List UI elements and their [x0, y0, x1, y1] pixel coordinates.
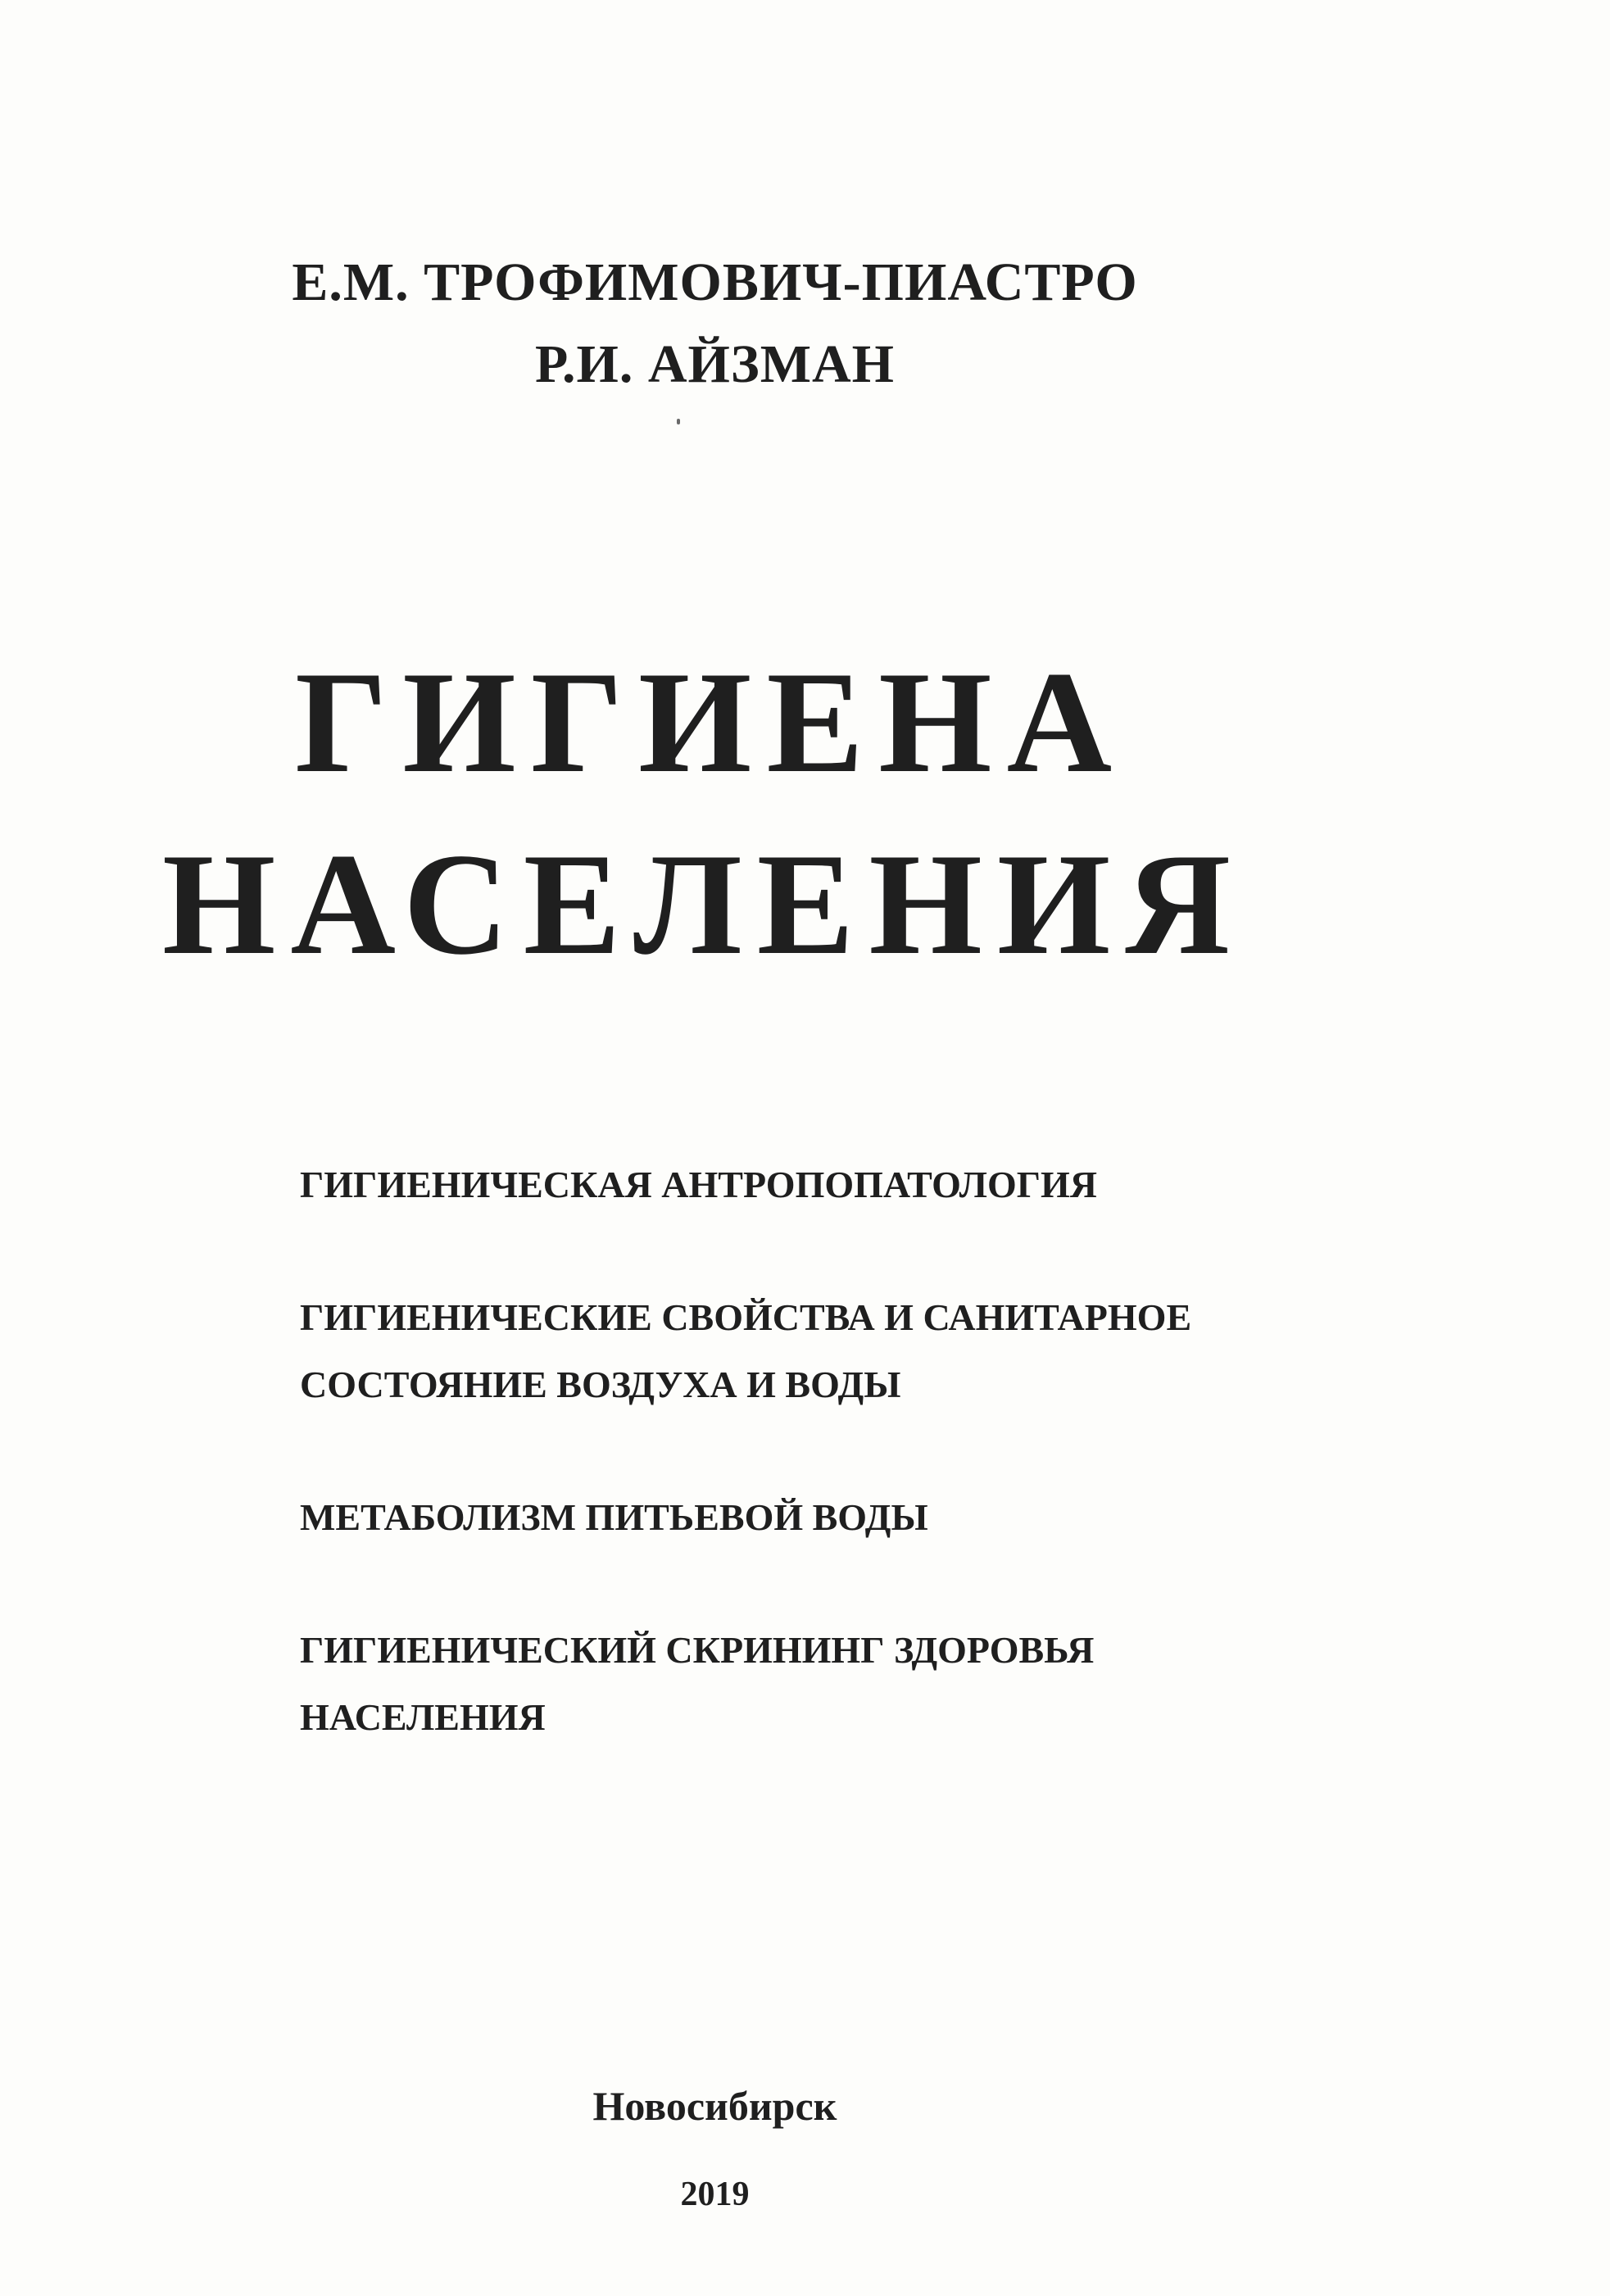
- publication-city: Новосибирск: [592, 2083, 837, 2129]
- section-item: [300, 1151, 1447, 1218]
- section-list: [300, 1151, 1447, 1817]
- section-item: [300, 1484, 1447, 1551]
- section-line: НАСЕЛЕНИЯ: [300, 1696, 546, 1738]
- section-item: [300, 1617, 1447, 1751]
- section-item: [300, 1284, 1447, 1418]
- section-line: ГИГИЕНИЧЕСКИЙ СКРИНИНГ ЗДОРОВЬЯ: [300, 1629, 1095, 1671]
- book-title: [0, 631, 1610, 995]
- authors-block: [0, 242, 1430, 406]
- section-line: ГИГИЕНИЧЕСКИЕ СВОЙСТВА И САНИТАРНОЕ: [300, 1296, 1192, 1338]
- book-title-line: ГИГИЕНА: [295, 641, 1127, 803]
- publication-year: 2019: [680, 2176, 750, 2213]
- section-line: СОСТОЯНИЕ ВОЗДУХА И ВОДЫ: [300, 1364, 901, 1405]
- section-line: МЕТАБОЛИЗМ ПИТЬЕВОЙ ВОДЫ: [300, 1496, 928, 1538]
- section-line: ГИГИЕНИЧЕСКАЯ АНТРОПОПАТОЛОГИЯ: [300, 1164, 1097, 1205]
- author-name: Е.М. ТРОФИМОВИЧ-ПИАСТРО: [292, 252, 1138, 312]
- book-title-line: НАСЕЛЕНИЯ: [162, 823, 1245, 985]
- author-name: Р.И. АЙЗМАН: [534, 334, 896, 394]
- print-speck: [677, 419, 680, 424]
